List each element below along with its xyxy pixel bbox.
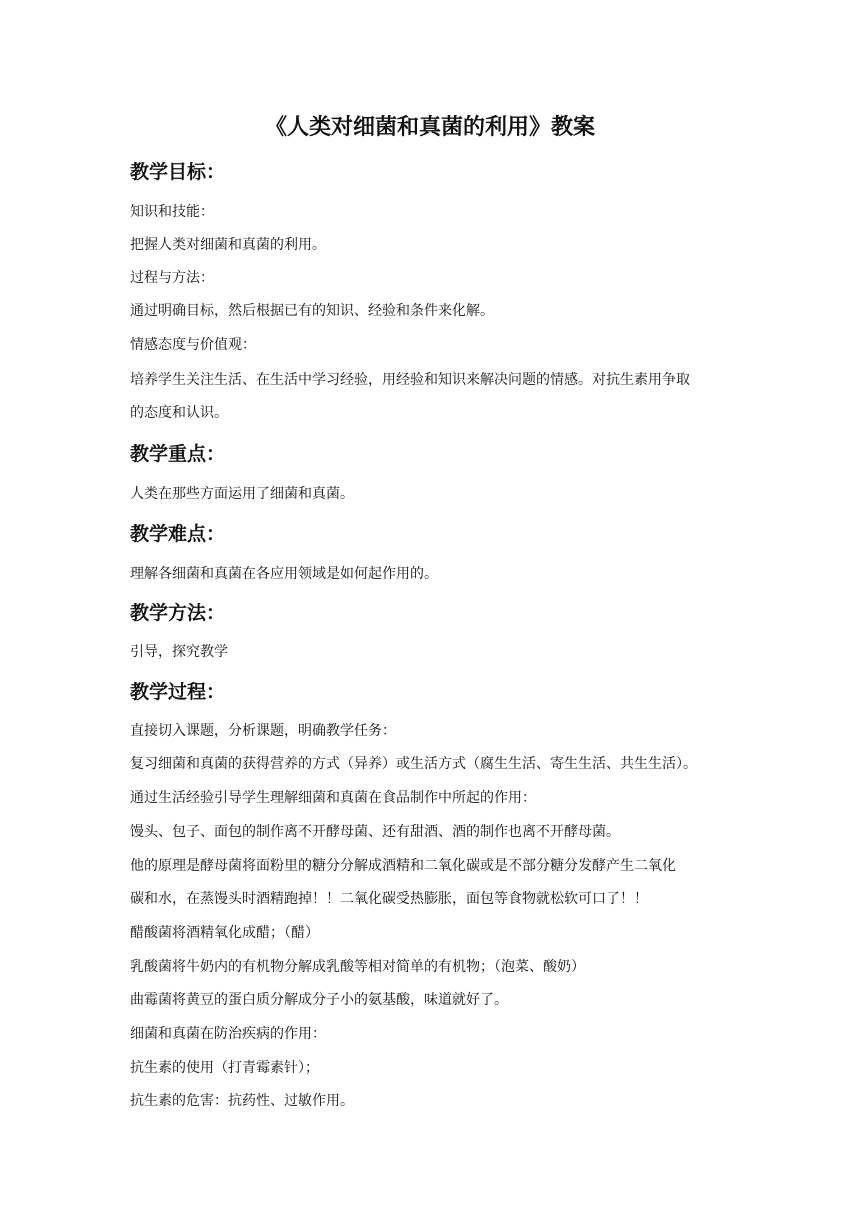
process-line: 他的原理是酵母菌将面粉里的糖分分解成酒精和二氧化碳或是不部分糖分发酵产生二氧化 [130, 858, 676, 874]
process-line: 馒头、包子、面包的制作离不开酵母菌、还有甜酒、酒的制作也离不开酵母菌。 [130, 824, 620, 840]
objectives-knowledge-text: 把握人类对细菌和真菌的利用。 [130, 237, 326, 253]
objectives-process-label: 过程与方法： [130, 270, 214, 286]
document-title: 《人类对细菌和真菌的利用》教案 [264, 115, 595, 140]
heading-objectives: 教学目标： [130, 161, 226, 183]
process-line: 碳和水，在蒸馒头时酒精跑掉！！二氧化碳受热膨胀，面包等食物就松软可口了！！ [130, 891, 648, 907]
key-points-text: 人类在那些方面运用了细菌和真菌。 [130, 486, 354, 502]
heading-methods: 教学方法： [130, 602, 226, 624]
process-line: 乳酸菌将牛奶内的有机物分解成乳酸等相对简单的有机物；（泡菜、酸奶） [130, 959, 585, 975]
objectives-knowledge-label: 知识和技能： [130, 204, 214, 220]
difficulties-text: 理解各细菌和真菌在各应用领域是如何起作用的。 [130, 566, 438, 582]
process-line: 细菌和真菌在防治疾病的作用： [130, 1026, 326, 1042]
heading-difficulties: 教学难点： [130, 523, 226, 545]
objectives-process-text: 通过明确目标，然后根据已有的知识、经验和条件来化解。 [130, 303, 494, 319]
objectives-attitude-text-line2: 的态度和认识。 [130, 405, 228, 421]
process-line: 通过生活经验引导学生理解细菌和真菌在食品制作中所起的作用： [130, 790, 536, 806]
objectives-attitude-label: 情感态度与价值观： [130, 337, 256, 353]
process-line: 曲霉菌将黄豆的蛋白质分解成分子小的氨基酸，味道就好了。 [130, 992, 508, 1008]
process-line: 醋酸菌将酒精氧化成醋；（醋） [130, 925, 319, 941]
process-line: 直接切入课题，分析课题，明确教学任务： [130, 723, 396, 739]
heading-process: 教学过程： [130, 681, 226, 703]
process-line: 抗生素的使用（打青霉素针）； [130, 1060, 319, 1076]
process-line: 抗生素的危害：抗药性、过敏作用。 [130, 1093, 354, 1109]
methods-text: 引导，探究教学 [130, 644, 228, 660]
process-line: 复习细菌和真菌的获得营养的方式（异养）或生活方式（腐生生活、寄生生活、共生生活）。 [130, 756, 697, 772]
heading-key-points: 教学重点： [130, 443, 226, 465]
objectives-attitude-text-line1: 培养学生关注生活、在生活中学习经验，用经验和知识来解决问题的情感。对抗生素用争取 [130, 372, 690, 388]
